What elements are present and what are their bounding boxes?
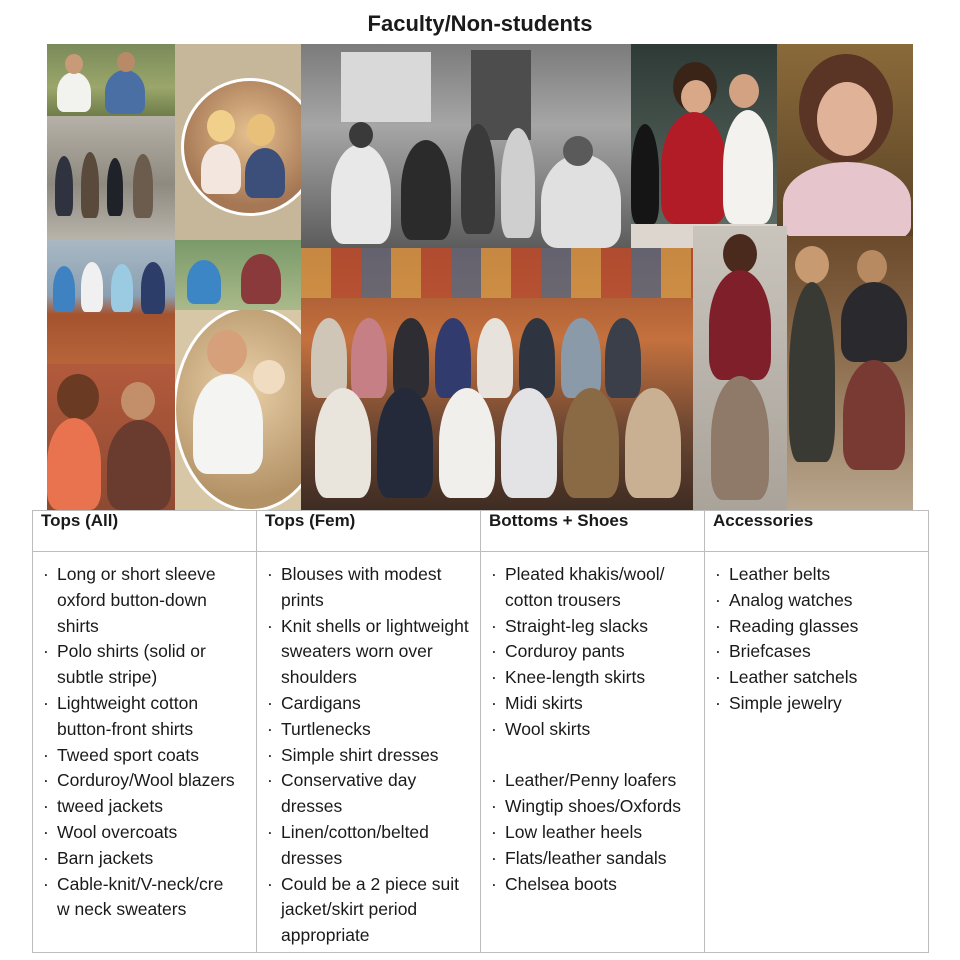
- photo-students-walking: [47, 116, 175, 240]
- photo-two-students: [47, 364, 175, 510]
- list-item: · Midi skirts: [489, 691, 696, 717]
- list-item: · Straight-leg slacks: [489, 614, 696, 640]
- list-item: · tweed jackets: [41, 794, 248, 820]
- accessories-cell: [705, 552, 929, 953]
- list-item: · Conservative day dresses: [265, 768, 472, 820]
- photo-woman-blazer-skirt: [693, 226, 787, 510]
- column-header: Tops (Fem): [257, 511, 481, 552]
- list-item: · Wingtip shoes/Oxfords: [489, 794, 696, 820]
- page-title: Faculty/Non-students: [367, 11, 593, 36]
- list-item: · Linen/cotton/belted dresses: [265, 820, 472, 872]
- list-item: · Briefcases: [713, 639, 920, 665]
- photo-slice-of-heaven: [631, 44, 777, 224]
- photo-outdoor-sitting: [175, 240, 301, 310]
- list-item: · Knee-length skirts: [489, 665, 696, 691]
- list-item: · Corduroy/Wool blazers: [41, 768, 248, 794]
- list-item: · Long or short sleeve oxford button-down shirts: [41, 562, 248, 639]
- table-row: [33, 552, 929, 953]
- list-item: · Leather satchels: [713, 665, 920, 691]
- list-item: · Tweed sport coats: [41, 743, 248, 769]
- list-item: · Leather/Penny loafers: [489, 768, 696, 794]
- photo-campus-lawn: [47, 44, 175, 116]
- list-item: · Low leather heels: [489, 820, 696, 846]
- list-item: · Leather belts: [713, 562, 920, 588]
- list-item: · Knit shells or lightweight sweaters worn over shoulders: [265, 614, 472, 691]
- column-header: Accessories: [705, 511, 929, 552]
- list-item: · Analog watches: [713, 588, 920, 614]
- list-item: · Corduroy pants: [489, 639, 696, 665]
- table-header-row: [33, 511, 929, 552]
- column-header: Bottoms + Shoes: [481, 511, 705, 552]
- photo-two-teachers: [787, 236, 913, 510]
- list-item: · Polo shirts (solid or subtle stripe): [41, 639, 248, 691]
- tops-all-list: [41, 562, 248, 923]
- list-item: [489, 743, 696, 769]
- outfit-guide-table: [32, 510, 929, 953]
- list-item: · Blouses with modest prints: [265, 562, 472, 614]
- tops-fem-list: [265, 562, 472, 949]
- photo-students-on-wall: [47, 240, 175, 364]
- list-item: · Simple jewelry: [713, 691, 920, 717]
- bottoms-shoes-cell: [481, 552, 705, 953]
- bottoms-shoes-list: [489, 562, 696, 897]
- photo-staff-group: [301, 248, 693, 510]
- tops-fem-cell: [257, 552, 481, 953]
- list-item: · Flats/leather sandals: [489, 846, 696, 872]
- column-header: Tops (All): [33, 511, 257, 552]
- photo-faculty-meeting-bw: [301, 44, 631, 248]
- list-item: · Cable-knit/V-neck/cre w neck sweaters: [41, 872, 248, 924]
- list-item: · Wool skirts: [489, 717, 696, 743]
- list-item: · Cardigans: [265, 691, 472, 717]
- photo-collage: [47, 44, 913, 510]
- list-item: · Turtlenecks: [265, 717, 472, 743]
- list-item: · Lightweight cotton button-front shirts: [41, 691, 248, 743]
- list-item: · Reading glasses: [713, 614, 920, 640]
- photo-woman-portrait: [777, 44, 913, 236]
- list-item: · Chelsea boots: [489, 872, 696, 898]
- tops-all-cell: [33, 552, 257, 953]
- photo-women-smiling: [175, 44, 301, 240]
- photo-woman-with-child: [175, 310, 301, 510]
- list-item: · Wool overcoats: [41, 820, 248, 846]
- list-item: · Pleated khakis/wool/ cotton trousers: [489, 562, 696, 614]
- accessories-list: [713, 562, 920, 717]
- list-item: · Could be a 2 piece suit jacket/skirt period appropriate: [265, 872, 472, 949]
- list-item: · Simple shirt dresses: [265, 743, 472, 769]
- list-item: · Barn jackets: [41, 846, 248, 872]
